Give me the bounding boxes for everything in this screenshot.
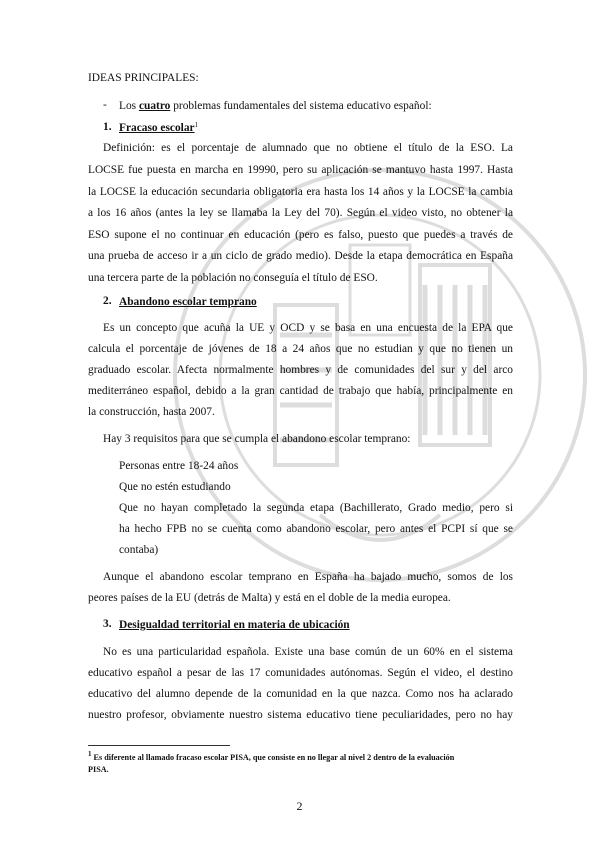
- footnote-line: PISA.: [88, 765, 109, 774]
- section-2-line: calcula el porcentaje de jóvenes de 18 a 24 años que no estudian y que no tienen un: [88, 343, 513, 355]
- section-1-line: la LOCSE la educación secundaria obligatoria era hasta los 14 años y la LOCSE la cambia: [88, 186, 513, 198]
- section-1-line: una tercera parte de la población no conseguía el título de ESO.: [88, 272, 378, 284]
- section-2-heading: Abandono escolar temprano: [119, 296, 257, 308]
- section-2-line: la construcción, hasta 2007.: [88, 406, 215, 418]
- section-1-line: ESO supone el no continuar en educación (pero es falso, puesto que puedes a través de: [88, 229, 513, 241]
- requirement-item: ha hecho FPB no se cuenta como abandono escolar, pero antes el PCPI sí que se: [119, 523, 513, 535]
- section-1-number: 1.: [103, 121, 112, 133]
- section-1-line: una prueba de acceso ir a un ciclo de grado medio). Desde la etapa democrática en España: [88, 250, 513, 262]
- footnote-ref: 1: [194, 121, 199, 129]
- section-2-line: Hay 3 requisitos para que se cumpla el abandono escolar temprano:: [103, 433, 411, 445]
- section-3-heading: Desigualdad territorial en materia de ubicación: [119, 619, 350, 631]
- requirement-item: contaba): [119, 544, 159, 556]
- section-2-closing: Aunque el abandono escolar temprano en España ha bajado mucho, somos de los: [103, 571, 513, 583]
- section-3-number: 3.: [103, 618, 112, 630]
- section-1-line: Definición: es el porcentaje de alumnado que no obtiene el título de la ESO. La: [103, 142, 513, 154]
- requirement-item: Que no estén estudiando: [119, 481, 231, 493]
- requirement-item: Personas entre 18-24 años: [119, 460, 239, 472]
- section-1-line: a los 16 años (antes la ley se llamaba la Ley del 70). Según el video visto, no obtener la: [88, 207, 513, 219]
- list-dash: -: [103, 99, 107, 111]
- section-3-line: educativo del alumno depende de la comunidad en la que nazca. Como nos ha aclarado: [88, 688, 513, 700]
- footnote-separator: [88, 745, 230, 746]
- page-number: 2: [296, 799, 303, 813]
- section-3-line: educativo español a pesar de las 17 comunidades autónomas. Según el video, el destino: [88, 667, 513, 679]
- intro-line: Los cuatro problemas fundamentales del sistema educativo español:: [119, 100, 432, 112]
- section-1-line: LOCSE fue puesta en marcha en 19990, pero su aplicación se mantuvo hasta 1997. Hasta: [88, 164, 513, 176]
- section-1-heading: Fracaso escolar$^1$: [119, 121, 199, 134]
- section-2-closing: peores países de la EU (detrás de Malta) y está en el doble de la media europea.: [88, 592, 451, 604]
- emphasis-word: cuatro: [138, 100, 171, 112]
- section-2-number: 2.: [103, 295, 112, 307]
- section-3-line: nuestro profesor, obviamente nuestro sistema educativo tiene peculiaridades, pero no hay: [88, 709, 513, 721]
- section-2-line: mediterráneo español, debido a la gran cantidad de trabajo que había, principalmente en: [88, 385, 513, 397]
- page-title: IDEAS PRINCIPALES:: [88, 72, 199, 84]
- requirement-item: Que no hayan completado la segunda etapa (Bachillerato, Grado medio, pero si: [119, 502, 513, 514]
- section-2-line: Es un concepto que acuña la UE y OCD y se basa en una encuesta de la EPA que: [103, 322, 513, 334]
- section-3-line: No es una particularidad española. Existe una base común de un 60% en el sistema: [103, 646, 513, 658]
- footnote-line: $^1$ Es diferente al llamado fracaso escolar PISA, que consiste en no llegar al nivel 2 dentro de la evaluación: [88, 750, 455, 762]
- section-2-line: graduado escolar. Afecta normalmente hombres y de comunidades del sur y del arco: [88, 364, 513, 376]
